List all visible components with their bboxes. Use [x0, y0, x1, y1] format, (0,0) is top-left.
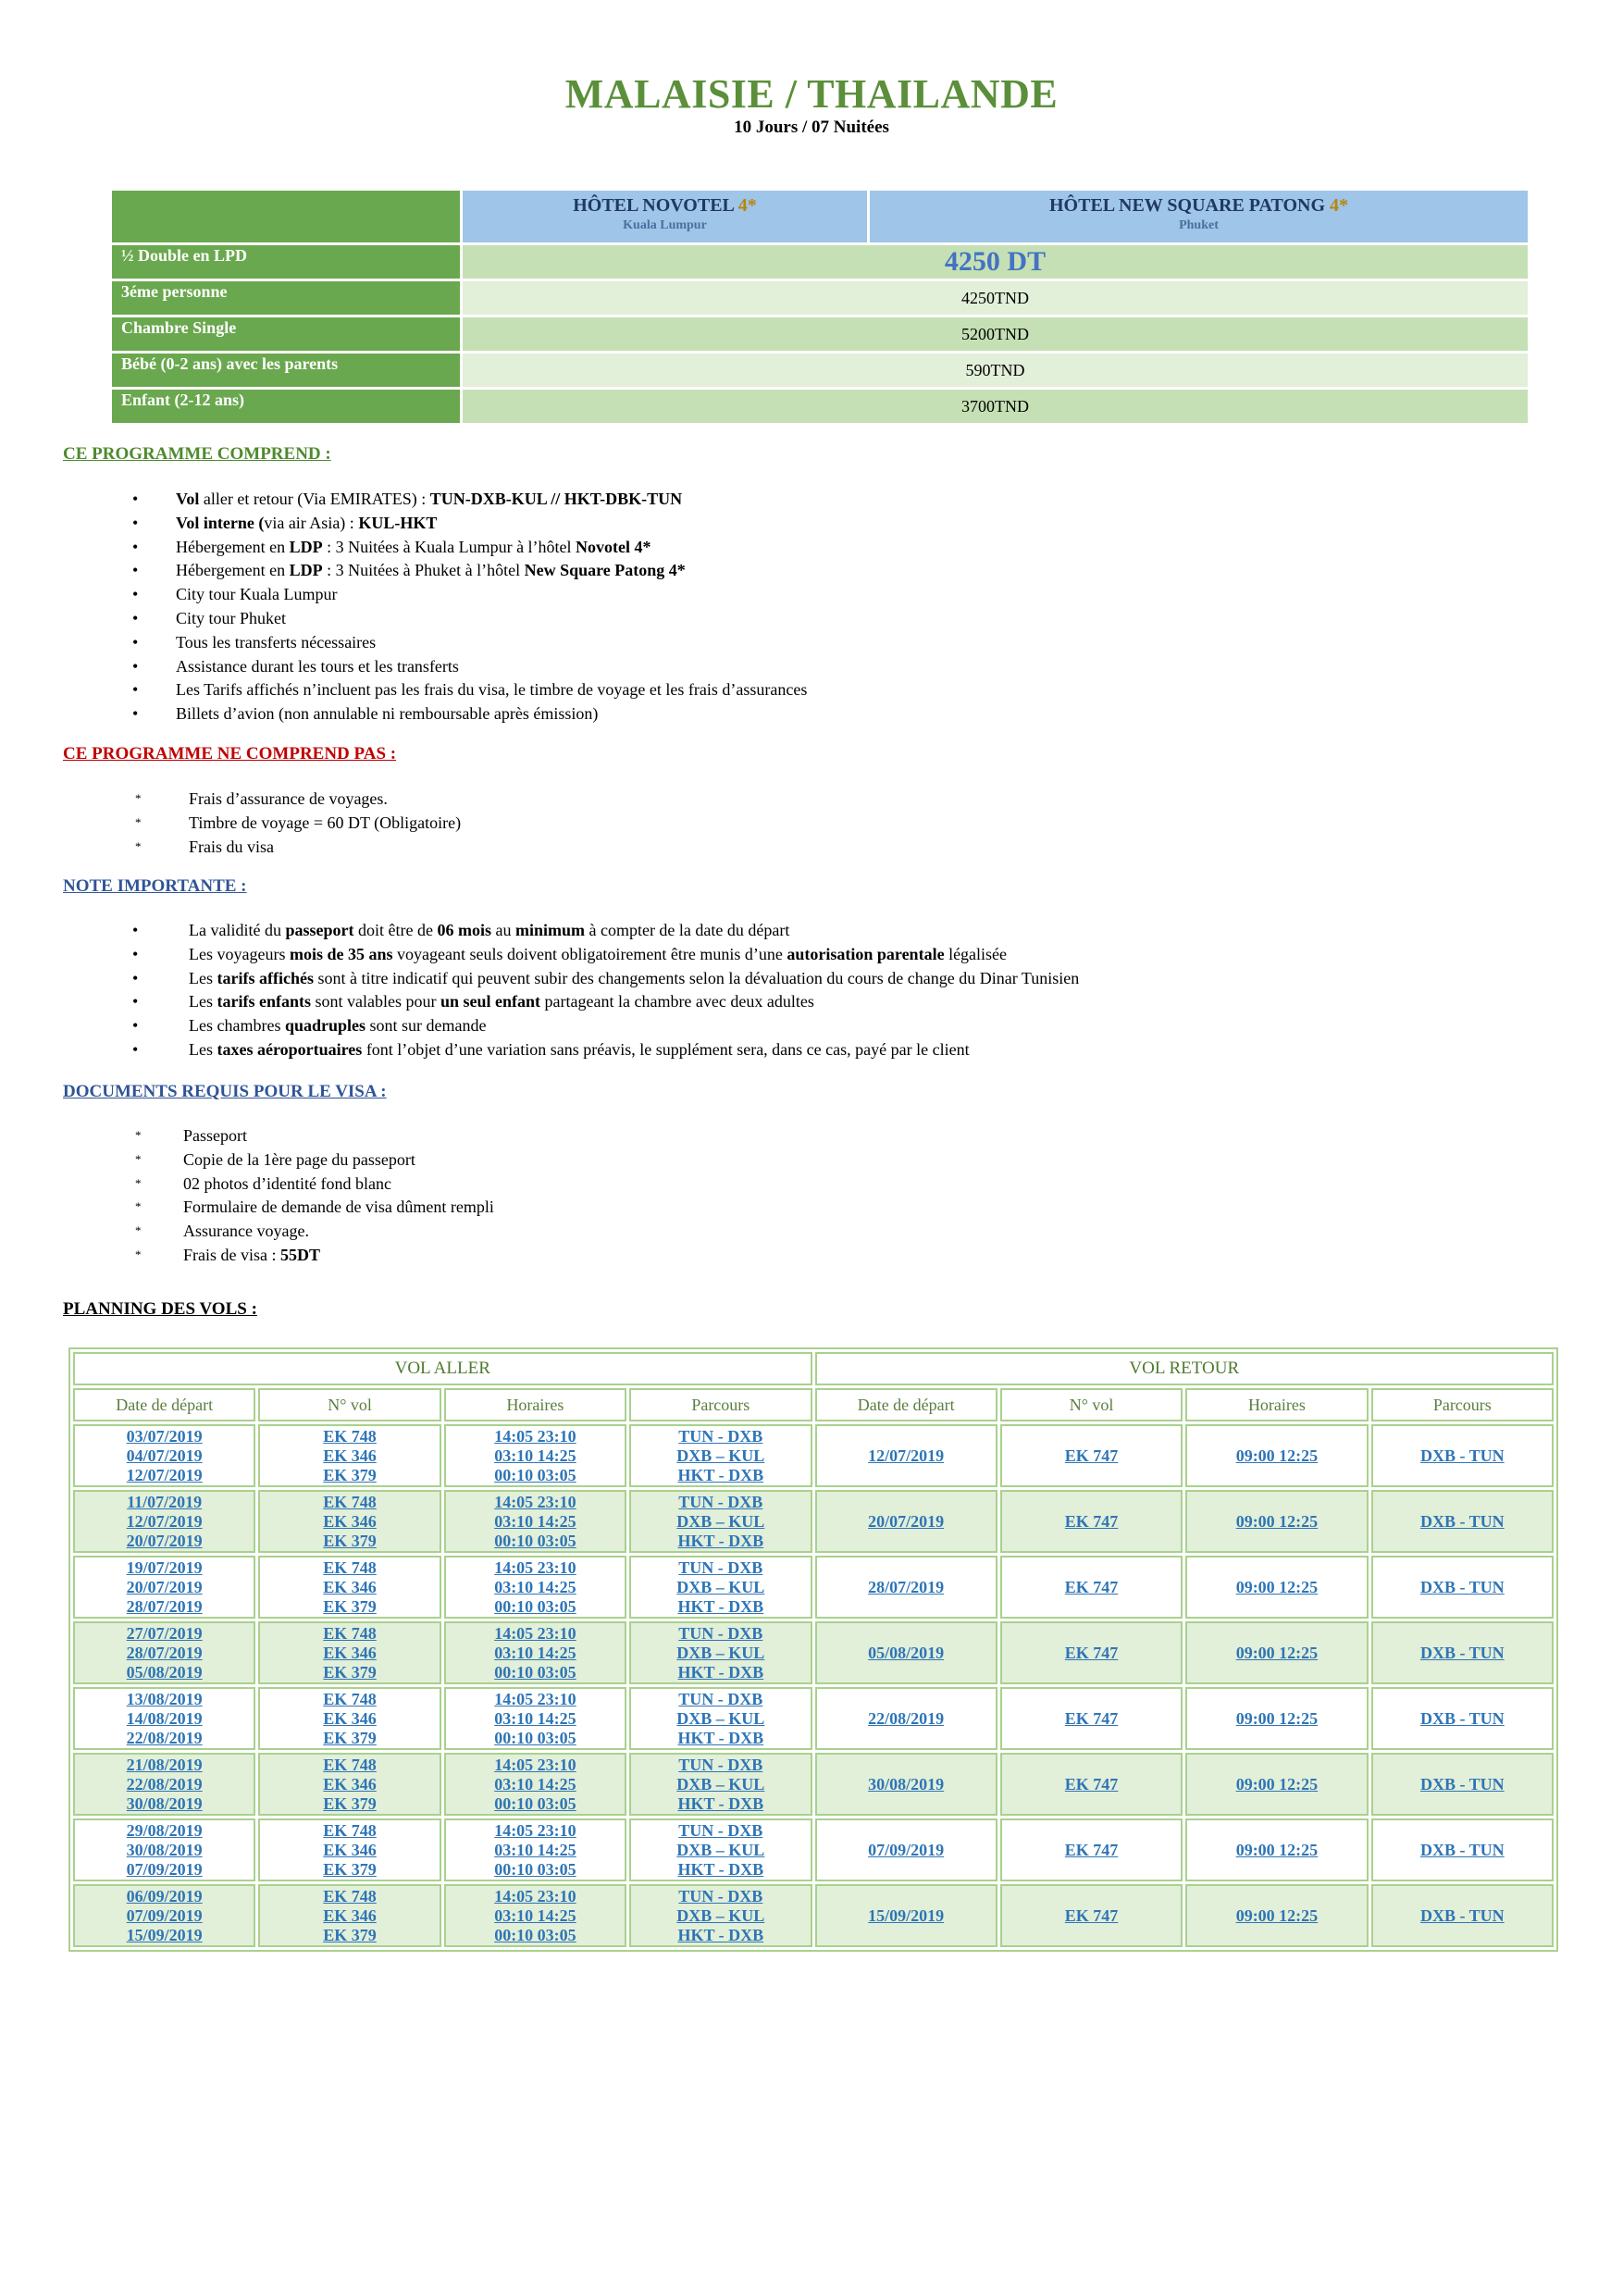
flight-route-link[interactable]: TUN - DXB — [678, 1492, 763, 1511]
return-date-cell — [815, 1556, 997, 1619]
list-item: • Les voyageurs mois de 35 ans voyageant seuls doivent obligatoirement être munis d’une autorisation parentale légalisée — [189, 943, 1079, 967]
price-value: 3700TND — [463, 390, 1528, 423]
list-item: • La validité du passeport doit être de 06 mois au minimum à compter de la date du départ — [189, 919, 1079, 943]
flight-time-link[interactable]: 03:10 14:25 — [494, 1774, 576, 1793]
list-item: • Hébergement en LDP : 3 Nuitées à Kuala Lumpur à l’hôtel Novotel 4* — [176, 536, 807, 560]
flight-time-link[interactable]: 00:10 03:05 — [494, 1793, 576, 1813]
departure-date-link[interactable]: 12/07/2019 — [126, 1511, 203, 1531]
flight-routes-cell — [629, 1884, 812, 1947]
bullet-icon: • — [132, 608, 139, 627]
flight-route-link[interactable]: TUN - DXB — [678, 1886, 763, 1905]
flight-time-link[interactable]: 00:10 03:05 — [494, 1728, 576, 1747]
flight-route-link[interactable]: HKT - DXB — [677, 1728, 764, 1747]
flight-number-link[interactable]: EK 748 — [323, 1689, 377, 1708]
departure-dates-cell — [73, 1818, 255, 1881]
documents-heading: DOCUMENTS REQUIS POUR LE VISA : — [63, 1082, 387, 1101]
list-item: • Les taxes aéroportuaires font l’objet d’une variation sans préavis, le supplément sera, dans ce cas, payé par le client — [189, 1038, 1079, 1062]
table-row — [73, 1884, 1554, 1947]
column-header: Date de départ — [73, 1388, 255, 1421]
asterisk-icon: * — [135, 1199, 142, 1214]
price-table-corner — [112, 191, 460, 242]
flight-route-link[interactable]: TUN - DXB — [678, 1623, 763, 1643]
return-flight-cell — [1000, 1556, 1183, 1619]
flight-number-link[interactable]: EK 748 — [323, 1886, 377, 1905]
flight-routes-cell — [629, 1424, 812, 1487]
departure-date-link[interactable]: 07/09/2019 — [126, 1905, 203, 1925]
vol-aller-header: VOL ALLER — [73, 1352, 812, 1385]
flight-route-link[interactable]: DXB – KUL — [676, 1511, 765, 1531]
flight-routes-cell — [629, 1556, 812, 1619]
return-date-cell — [815, 1818, 997, 1881]
return-time-cell — [1185, 1884, 1368, 1947]
flight-time-link[interactable]: 00:10 03:05 — [494, 1925, 576, 1944]
list-item: * Frais d’assurance de voyages. — [189, 788, 461, 812]
departure-date-link[interactable]: 21/08/2019 — [126, 1755, 203, 1774]
list-item: * Formulaire de demande de visa dûment rempli — [183, 1196, 494, 1220]
flight-numbers-cell — [258, 1490, 440, 1553]
departure-date-link[interactable]: 13/08/2019 — [126, 1689, 203, 1708]
return-route-link[interactable]: DXB - TUN — [1419, 1643, 1505, 1662]
flight-time-link[interactable]: 00:10 03:05 — [494, 1859, 576, 1879]
flight-numbers-cell — [258, 1884, 440, 1947]
return-date-link[interactable]: 07/09/2019 — [868, 1840, 945, 1859]
departure-dates-cell — [73, 1424, 255, 1487]
flight-routes-cell — [629, 1490, 812, 1553]
flight-time-link[interactable]: 14:05 23:10 — [494, 1623, 576, 1643]
return-route-cell — [1371, 1753, 1554, 1816]
bullet-icon: • — [132, 632, 139, 652]
flight-number-link[interactable]: EK 748 — [323, 1820, 377, 1840]
return-route-link[interactable]: DXB - TUN — [1419, 1774, 1505, 1793]
flight-times-cell — [444, 1621, 626, 1684]
return-route-link[interactable]: DXB - TUN — [1419, 1840, 1505, 1859]
departure-date-link[interactable]: 28/07/2019 — [126, 1596, 203, 1616]
flight-numbers-cell — [258, 1687, 440, 1750]
table-row — [73, 1621, 1554, 1684]
flight-times-cell — [444, 1818, 626, 1881]
flight-numbers-cell — [258, 1556, 440, 1619]
list-item: • Les chambres quadruples sont sur demande — [189, 1014, 1079, 1038]
bullet-icon: • — [132, 921, 139, 939]
return-flight-link[interactable]: EK 747 — [1064, 1643, 1119, 1662]
list-item: • Assistance durant les tours et les transferts — [176, 655, 807, 679]
asterisk-icon: * — [135, 1128, 142, 1142]
flight-number-link[interactable]: EK 346 — [323, 1905, 377, 1925]
return-time-link[interactable]: 09:00 12:25 — [1235, 1905, 1319, 1925]
hotel-name: HÔTEL NEW SQUARE PATONG — [1048, 195, 1326, 216]
return-route-link[interactable]: DXB - TUN — [1419, 1905, 1505, 1925]
price-table — [109, 188, 1530, 426]
departure-date-link[interactable]: 04/07/2019 — [126, 1446, 203, 1465]
flight-route-link[interactable]: HKT - DXB — [677, 1465, 764, 1484]
flight-route-link[interactable]: DXB – KUL — [676, 1774, 765, 1793]
return-date-link[interactable]: 28/07/2019 — [868, 1577, 945, 1596]
flight-number-link[interactable]: EK 379 — [323, 1465, 377, 1484]
flight-times-cell — [444, 1424, 626, 1487]
asterisk-icon: * — [135, 1223, 142, 1238]
list-item: * Assurance voyage. — [183, 1220, 494, 1244]
flight-route-link[interactable]: DXB – KUL — [676, 1708, 765, 1728]
departure-date-link[interactable]: 30/08/2019 — [126, 1840, 203, 1859]
bullet-icon: • — [132, 944, 139, 963]
return-time-cell — [1185, 1687, 1368, 1750]
return-route-cell — [1371, 1556, 1554, 1619]
column-header: Parcours — [629, 1388, 812, 1421]
flight-number-link[interactable]: EK 346 — [323, 1577, 377, 1596]
flight-number-link[interactable]: EK 748 — [323, 1623, 377, 1643]
flight-routes-cell — [629, 1621, 812, 1684]
return-flight-link[interactable]: EK 747 — [1064, 1774, 1119, 1793]
price-label: 3éme personne — [112, 281, 460, 315]
bullet-icon: • — [132, 1016, 139, 1036]
return-flight-cell — [1000, 1884, 1183, 1947]
flight-route-link[interactable]: TUN - DXB — [678, 1820, 763, 1840]
bullet-icon: • — [132, 561, 139, 580]
departure-date-link[interactable]: 28/07/2019 — [126, 1643, 203, 1662]
return-date-cell — [815, 1490, 997, 1553]
includes-heading: CE PROGRAMME COMPREND : — [63, 444, 331, 464]
return-time-link[interactable]: 09:00 12:25 — [1235, 1643, 1319, 1662]
flight-route-link[interactable]: HKT - DXB — [677, 1662, 764, 1682]
list-item: • Les tarifs enfants sont valables pour un seul enfant partageant la chambre avec deux adultes — [189, 990, 1079, 1014]
flight-route-link[interactable]: HKT - DXB — [677, 1925, 764, 1944]
flights-table — [68, 1347, 1558, 1952]
flight-number-link[interactable]: EK 346 — [323, 1511, 377, 1531]
flight-routes-cell — [629, 1687, 812, 1750]
return-flight-link[interactable]: EK 747 — [1064, 1511, 1119, 1531]
return-time-link[interactable]: 09:00 12:25 — [1235, 1446, 1319, 1465]
flight-time-link[interactable]: 00:10 03:05 — [494, 1465, 576, 1484]
hotel-city: Kuala Lumpur — [623, 218, 707, 232]
column-header: Horaires — [1185, 1388, 1368, 1421]
return-date-link[interactable]: 20/07/2019 — [868, 1511, 945, 1531]
departure-date-link[interactable]: 05/08/2019 — [126, 1662, 203, 1682]
departure-dates-cell — [73, 1687, 255, 1750]
return-date-cell — [815, 1884, 997, 1947]
return-route-cell — [1371, 1424, 1554, 1487]
hotel-city: Phuket — [1179, 218, 1219, 232]
includes-list — [132, 488, 808, 726]
list-item: * Passeport — [183, 1124, 494, 1148]
return-date-cell — [815, 1621, 997, 1684]
flight-number-link[interactable]: EK 346 — [323, 1446, 377, 1465]
visa-fee: 55DT — [280, 1245, 321, 1264]
departure-date-link[interactable]: 22/08/2019 — [126, 1728, 203, 1747]
departure-dates-cell — [73, 1884, 255, 1947]
flights-heading: PLANNING DES VOLS : — [63, 1299, 257, 1319]
price-value: 4250TND — [463, 281, 1528, 315]
flight-route-link[interactable]: DXB – KUL — [676, 1905, 765, 1925]
flight-time-link[interactable]: 14:05 23:10 — [494, 1492, 576, 1511]
flight-times-cell — [444, 1556, 626, 1619]
return-date-link[interactable]: 30/08/2019 — [868, 1774, 945, 1793]
bullet-icon: • — [132, 656, 139, 676]
departure-date-link[interactable]: 11/07/2019 — [127, 1492, 203, 1511]
departure-date-link[interactable]: 27/07/2019 — [126, 1623, 203, 1643]
table-row — [73, 1556, 1554, 1619]
notes-heading: NOTE IMPORTANTE : — [63, 876, 247, 896]
flight-route-link[interactable]: DXB – KUL — [676, 1840, 765, 1859]
return-flight-link[interactable]: EK 747 — [1064, 1905, 1119, 1925]
return-time-cell — [1185, 1490, 1368, 1553]
list-item: • Hébergement en LDP : 3 Nuitées à Phuket à l’hôtel New Square Patong 4* — [176, 559, 807, 583]
table-row — [73, 1424, 1554, 1487]
return-route-cell — [1371, 1687, 1554, 1750]
list-item: • Les Tarifs affichés n’incluent pas les frais du visa, le timbre de voyage et les frais d’assurances — [176, 678, 807, 702]
departure-date-link[interactable]: 20/07/2019 — [126, 1531, 203, 1550]
flight-number-link[interactable]: EK 379 — [323, 1859, 377, 1879]
return-date-cell — [815, 1753, 997, 1816]
bullet-icon: • — [132, 585, 139, 604]
departure-date-link[interactable]: 06/09/2019 — [126, 1886, 203, 1905]
flight-times-cell — [444, 1884, 626, 1947]
bullet-icon: • — [132, 490, 139, 508]
departure-date-link[interactable]: 07/09/2019 — [126, 1859, 203, 1879]
return-time-cell — [1185, 1753, 1368, 1816]
hotel-header-novotel — [463, 191, 867, 242]
flight-time-link[interactable]: 03:10 14:25 — [494, 1511, 576, 1531]
flight-rows — [73, 1424, 1554, 1947]
list-item: • Tous les transferts nécessaires — [176, 631, 807, 655]
return-time-link[interactable]: 09:00 12:25 — [1235, 1774, 1319, 1793]
bullet-icon: • — [132, 704, 139, 724]
price-value-main: 4250 DT — [463, 245, 1528, 279]
departure-date-link[interactable]: 15/09/2019 — [126, 1925, 203, 1944]
departure-date-link[interactable]: 29/08/2019 — [126, 1820, 203, 1840]
return-date-link[interactable]: 05/08/2019 — [868, 1643, 945, 1662]
column-header: Date de départ — [815, 1388, 997, 1421]
flight-time-link[interactable]: 03:10 14:25 — [494, 1577, 576, 1596]
flight-numbers-cell — [258, 1753, 440, 1816]
list-item: * Copie de la 1ère page du passeport — [183, 1148, 494, 1173]
flight-times-cell — [444, 1687, 626, 1750]
excludes-heading: CE PROGRAMME NE COMPREND PAS : — [63, 744, 397, 763]
return-flight-link[interactable]: EK 747 — [1064, 1840, 1119, 1859]
list-item: • City tour Phuket — [176, 607, 807, 631]
flight-route-link[interactable]: DXB – KUL — [676, 1643, 765, 1662]
documents-list — [135, 1124, 494, 1268]
asterisk-icon: * — [135, 1247, 142, 1261]
bullet-icon: • — [132, 680, 139, 700]
return-time-link[interactable]: 09:00 12:25 — [1235, 1577, 1319, 1596]
notes-list — [132, 919, 1080, 1062]
departure-date-link[interactable]: 14/08/2019 — [126, 1708, 203, 1728]
column-header: N° vol — [258, 1388, 440, 1421]
departure-dates-cell — [73, 1556, 255, 1619]
flight-route-link[interactable]: DXB – KUL — [676, 1577, 765, 1596]
flight-routes-cell — [629, 1818, 812, 1881]
flight-number-link[interactable]: EK 748 — [323, 1492, 377, 1511]
departure-dates-cell — [73, 1490, 255, 1553]
flight-time-link[interactable]: 14:05 23:10 — [494, 1689, 576, 1708]
return-flight-cell — [1000, 1621, 1183, 1684]
list-item: • Vol interne (via air Asia) : KUL-HKT — [176, 512, 807, 536]
return-flight-cell — [1000, 1490, 1183, 1553]
price-value: 5200TND — [463, 317, 1528, 351]
return-time-cell — [1185, 1424, 1368, 1487]
return-time-cell — [1185, 1556, 1368, 1619]
flight-route-link[interactable]: TUN - DXB — [678, 1426, 763, 1446]
hotel-stars: 4* — [737, 195, 757, 216]
table-row — [73, 1687, 1554, 1750]
flight-time-link[interactable]: 00:10 03:05 — [494, 1596, 576, 1616]
bullet-icon: • — [132, 513, 139, 532]
return-time-link[interactable]: 09:00 12:25 — [1235, 1840, 1319, 1859]
flight-number-link[interactable]: EK 748 — [323, 1755, 377, 1774]
return-date-link[interactable]: 12/07/2019 — [868, 1446, 945, 1465]
flight-route-link[interactable]: HKT - DXB — [677, 1531, 764, 1550]
flight-time-link[interactable]: 14:05 23:10 — [494, 1558, 576, 1577]
list-item: * Timbre de voyage = 60 DT (Obligatoire) — [189, 812, 461, 836]
return-date-link[interactable]: 15/09/2019 — [868, 1905, 945, 1925]
return-time-link[interactable]: 09:00 12:25 — [1235, 1511, 1319, 1531]
asterisk-icon: * — [135, 838, 142, 853]
list-item: • Billets d’avion (non annulable ni remboursable après émission) — [176, 702, 807, 726]
list-item: • City tour Kuala Lumpur — [176, 583, 807, 607]
flight-time-link[interactable]: 14:05 23:10 — [494, 1755, 576, 1774]
return-time-link[interactable]: 09:00 12:25 — [1235, 1708, 1319, 1728]
return-route-cell — [1371, 1818, 1554, 1881]
flight-number-link[interactable]: EK 379 — [323, 1662, 377, 1682]
list-item: * Frais du visa — [189, 836, 461, 860]
return-flight-cell — [1000, 1818, 1183, 1881]
flight-times-cell — [444, 1753, 626, 1816]
table-row — [73, 1490, 1554, 1553]
price-label: Chambre Single — [112, 317, 460, 351]
departure-date-link[interactable]: 12/07/2019 — [126, 1465, 203, 1484]
return-route-link[interactable]: DXB - TUN — [1419, 1446, 1505, 1465]
bullet-icon: • — [132, 968, 139, 987]
return-date-cell — [815, 1687, 997, 1750]
return-flight-cell — [1000, 1424, 1183, 1487]
return-flight-cell — [1000, 1687, 1183, 1750]
flight-number-link[interactable]: EK 346 — [323, 1708, 377, 1728]
return-time-cell — [1185, 1621, 1368, 1684]
return-flight-link[interactable]: EK 747 — [1064, 1577, 1119, 1596]
flight-number-link[interactable]: EK 379 — [323, 1531, 377, 1550]
return-route-link[interactable]: DXB - TUN — [1419, 1511, 1505, 1531]
price-value: 590TND — [463, 354, 1528, 387]
flight-number-link[interactable]: EK 379 — [323, 1793, 377, 1813]
hotel-name: HÔTEL NOVOTEL — [573, 195, 734, 216]
list-item: • Vol aller et retour (Via EMIRATES) : TUN-DXB-KUL // HKT-DBK-TUN — [176, 488, 807, 512]
list-item: * 02 photos d’identité fond blanc — [183, 1173, 494, 1197]
departure-date-link[interactable]: 30/08/2019 — [126, 1793, 203, 1813]
flight-route-link[interactable]: TUN - DXB — [678, 1755, 763, 1774]
return-date-link[interactable]: 22/08/2019 — [868, 1708, 945, 1728]
flight-number-link[interactable]: EK 748 — [323, 1558, 377, 1577]
flight-numbers-cell — [258, 1424, 440, 1487]
return-route-cell — [1371, 1490, 1554, 1553]
flight-route-link[interactable]: HKT - DXB — [677, 1859, 764, 1879]
flight-number-link[interactable]: EK 379 — [323, 1596, 377, 1616]
page-title: MALAISIE / THAILANDE — [564, 71, 1059, 117]
departure-date-link[interactable]: 19/07/2019 — [126, 1558, 203, 1577]
price-label: Enfant (2-12 ans) — [112, 390, 460, 423]
return-route-cell — [1371, 1621, 1554, 1684]
return-route-cell — [1371, 1884, 1554, 1947]
departure-date-link[interactable]: 03/07/2019 — [126, 1426, 203, 1446]
flight-time-link[interactable]: 03:10 14:25 — [494, 1905, 576, 1925]
flight-numbers-cell — [258, 1621, 440, 1684]
flight-time-link[interactable]: 00:10 03:05 — [494, 1662, 576, 1682]
list-item: * Frais de visa : 55DT — [183, 1244, 494, 1268]
asterisk-icon: * — [135, 1175, 142, 1190]
flight-time-link[interactable]: 14:05 23:10 — [494, 1886, 576, 1905]
departure-date-link[interactable]: 20/07/2019 — [126, 1577, 203, 1596]
page-subtitle: 10 Jours / 07 Nuitées — [734, 118, 889, 137]
hotel-stars: 4* — [1330, 195, 1349, 216]
column-header: N° vol — [1000, 1388, 1183, 1421]
return-time-cell — [1185, 1818, 1368, 1881]
bullet-icon: • — [132, 1039, 139, 1059]
departure-date-link[interactable]: 22/08/2019 — [126, 1774, 203, 1793]
bullet-icon: • — [132, 992, 139, 1011]
flight-route-link[interactable]: HKT - DXB — [677, 1596, 764, 1616]
flight-route-link[interactable]: TUN - DXB — [678, 1558, 763, 1577]
column-header: Parcours — [1371, 1388, 1554, 1421]
return-date-cell — [815, 1424, 997, 1487]
vol-retour-header: VOL RETOUR — [815, 1352, 1555, 1385]
flight-number-link[interactable]: EK 379 — [323, 1728, 377, 1747]
flight-number-link[interactable]: EK 748 — [323, 1426, 377, 1446]
flight-times-cell — [444, 1490, 626, 1553]
flight-time-link[interactable]: 03:10 14:25 — [494, 1446, 576, 1465]
hotel-header-patong — [870, 191, 1528, 242]
departure-dates-cell — [73, 1753, 255, 1816]
flight-time-link[interactable]: 14:05 23:10 — [494, 1820, 576, 1840]
return-flight-cell — [1000, 1753, 1183, 1816]
table-row — [73, 1818, 1554, 1881]
flight-numbers-cell — [258, 1818, 440, 1881]
list-item: • Les tarifs affichés sont à titre indicatif qui peuvent subir des changements selon la dévaluation du cours de change du Dinar Tunisien — [189, 967, 1079, 991]
bullet-icon: • — [132, 537, 139, 556]
flight-time-link[interactable]: 00:10 03:05 — [494, 1531, 576, 1550]
flight-time-link[interactable]: 03:10 14:25 — [494, 1840, 576, 1859]
flight-number-link[interactable]: EK 346 — [323, 1774, 377, 1793]
flight-number-link[interactable]: EK 379 — [323, 1925, 377, 1944]
flight-time-link[interactable]: 03:10 14:25 — [494, 1708, 576, 1728]
asterisk-icon: * — [135, 1151, 142, 1166]
flight-time-link[interactable]: 03:10 14:25 — [494, 1643, 576, 1662]
asterisk-icon: * — [135, 791, 142, 805]
flight-number-link[interactable]: EK 346 — [323, 1840, 377, 1859]
price-label: Bébé (0-2 ans) avec les parents — [112, 354, 460, 387]
price-label: ½ Double en LPD — [112, 245, 460, 279]
table-row — [73, 1753, 1554, 1816]
flight-route-link[interactable]: HKT - DXB — [677, 1793, 764, 1813]
flight-routes-cell — [629, 1753, 812, 1816]
return-flight-link[interactable]: EK 747 — [1064, 1446, 1119, 1465]
flight-time-link[interactable]: 14:05 23:10 — [494, 1426, 576, 1446]
flight-route-link[interactable]: TUN - DXB — [678, 1689, 763, 1708]
return-route-link[interactable]: DXB - TUN — [1419, 1708, 1505, 1728]
flight-number-link[interactable]: EK 346 — [323, 1643, 377, 1662]
flight-route-link[interactable]: DXB – KUL — [676, 1446, 765, 1465]
return-route-link[interactable]: DXB - TUN — [1419, 1577, 1505, 1596]
return-flight-link[interactable]: EK 747 — [1064, 1708, 1119, 1728]
departure-dates-cell — [73, 1621, 255, 1684]
asterisk-icon: * — [135, 814, 142, 829]
column-header: Horaires — [444, 1388, 626, 1421]
excludes-list — [135, 788, 462, 859]
